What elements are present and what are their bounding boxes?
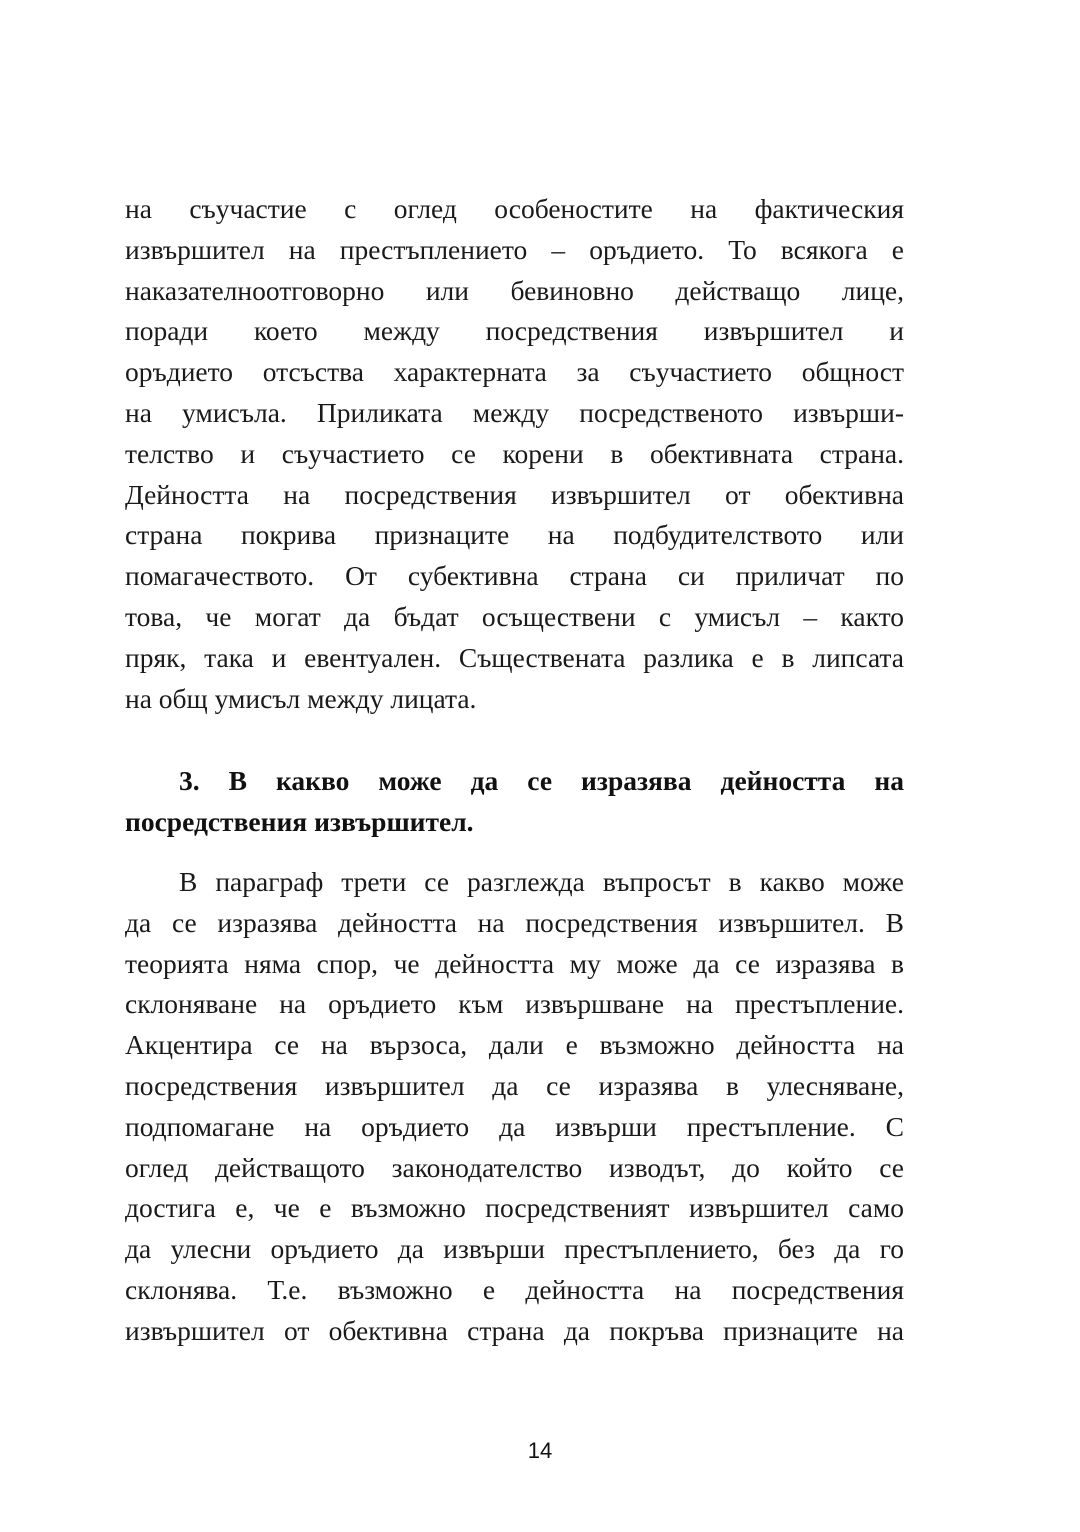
text-line: да улесни оръдието да извърши престъплението, без да го (125, 1233, 904, 1265)
text-line: това, че могат да бъдат осъществени с умисъл – както (125, 600, 904, 632)
text-line: поради което между посредствения извършител и (125, 315, 904, 347)
text-line: посредствения извършител да се изразява в улесняване, (125, 1069, 904, 1101)
text-line: оръдието отсъства характерната за съучастието общност (125, 356, 904, 388)
text-line: на общ умисъл между лицата. (125, 682, 477, 714)
paragraph-section-3 (125, 862, 904, 1352)
text-line: склонява. Т.е. възможно е дейността на посредствения (125, 1273, 904, 1305)
text-line: извършител от обективна страна да покръва признаците на (125, 1314, 904, 1346)
page-number: 14 (527, 1438, 553, 1463)
heading-line: 3. В какво може да се изразява дейността на (179, 765, 904, 796)
text-line: наказателноотговорно или бевиновно действащо лице, (125, 274, 904, 306)
text-line: телство и съучастието се корени в обективната страна. (125, 437, 904, 469)
paragraph-continuation (125, 189, 904, 719)
text-line: Дейността на посредствения извършител от обективна (125, 478, 904, 510)
text-line: достига е, че е възможно посредственият извършител само (125, 1192, 904, 1224)
text-line: страна покрива признаците на подбудителството или (125, 519, 904, 551)
text-line: оглед действащото законодателство изводът, до който се (125, 1151, 904, 1183)
text-line: извършител на престъплението – оръдието. То всякога е (125, 233, 904, 265)
text-line: пряк, така и евентуален. Съществената разлика е в липсата (125, 641, 904, 673)
text-line: склоняване на оръдието към извършване на престъпление. (125, 988, 904, 1020)
text-line: помагачеството. От субективна страна си приличат по (125, 560, 904, 592)
text-line: В параграф трети се разглежда въпросът в какво може (179, 866, 904, 897)
heading-line: посредствения извършител. (125, 805, 474, 837)
text-line: подпомагане на оръдието да извърши престъпление. С (125, 1110, 904, 1142)
text-line: на умисъла. Приликата между посредственото извърши- (125, 396, 904, 428)
text-line: на съучастие с оглед особеностите на фактическия (125, 193, 904, 224)
text-line: Акцентира се на вързоса, дали е възможно дейността на (125, 1029, 904, 1061)
text-line: теорията няма спор, че дейността му може да се изразява в (125, 947, 904, 979)
section-heading (125, 761, 904, 843)
text-line: да се изразява дейността на посредствения извършител. В (125, 906, 904, 938)
